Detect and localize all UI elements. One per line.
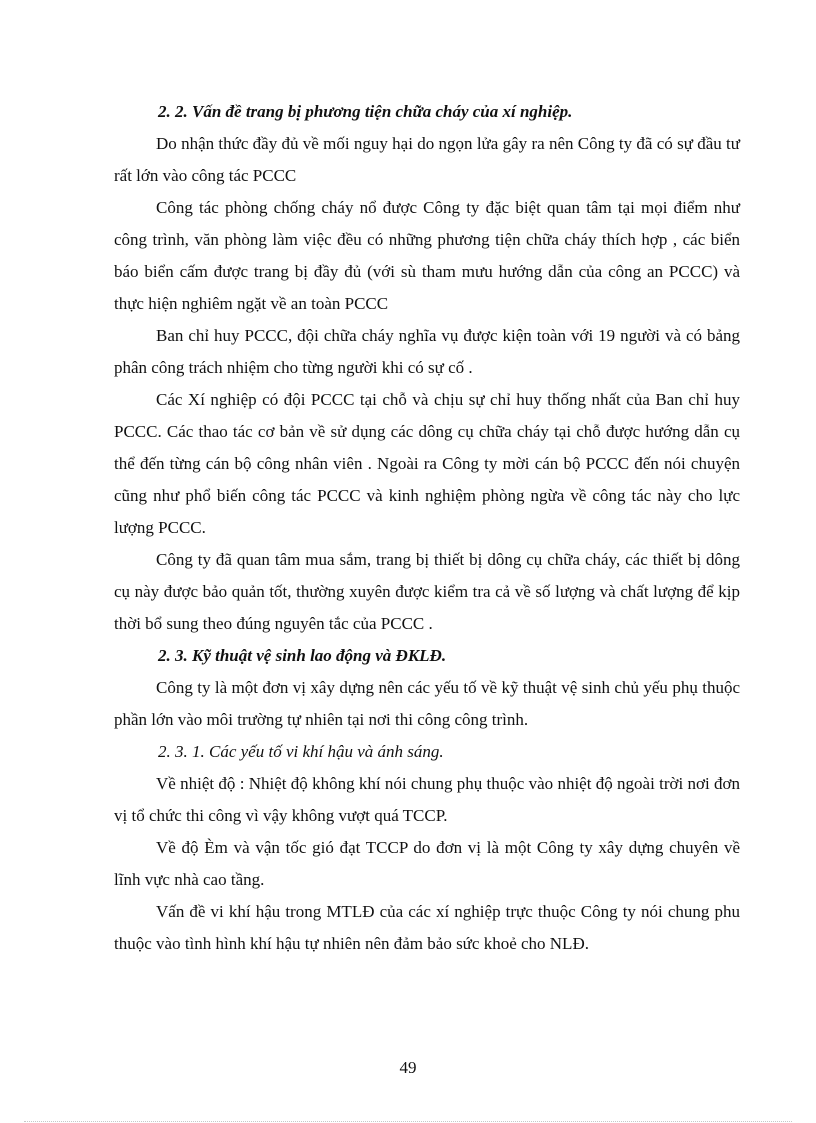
paragraph: Về nhiệt độ : Nhiệt độ không khí nói chung phụ thuộc vào nhiệt độ ngoài trời nơi đơn vị tổ chức thi công vì vậy không vượt quá TCCP. (114, 774, 740, 825)
section-heading-2-2: 2. 2. Vấn đề trang bị phương tiện chữa cháy của xí nghiệp. (158, 102, 573, 121)
paragraph: Do nhận thức đầy đủ về mối nguy hại do ngọn lửa gây ra nên Công ty đã có sự đầu tư rất lớn vào công tác PCCC (114, 134, 740, 185)
paragraph: Công ty đã quan tâm mua sắm, trang bị thiết bị dông cụ chữa cháy, các thiết bị dông cụ này được bảo quản tốt, thường xuyên được kiểm tra cả về số lượng và chất lượng để kịp thời bổ sung theo đúng nguyên tắc của PCCC . (114, 550, 740, 633)
paragraph: Công tác phòng chống cháy nổ được Công ty đặc biệt quan tâm tại mọi điểm như công trình, văn phòng làm việc đều có những phương tiện chữa cháy thích hợp , các biển báo biển cấm được trang bị đầy đủ (với sù tham mưu hướng dẫn của công an PCCC) và thực hiện nghiêm ngặt về an toàn PCCC (114, 198, 740, 313)
paragraph: Về độ Èm và vận tốc gió đạt TCCP do đơn vị là một Công ty xây dựng chuyên về lĩnh vực nhà cao tầng. (114, 838, 740, 889)
paragraph: Công ty là một đơn vị xây dựng nên các yếu tố về kỹ thuật vệ sinh chủ yếu phụ thuộc phần lớn vào môi trường tự nhiên tại nơi thi công công trình. (114, 678, 740, 729)
footer-divider (24, 1121, 792, 1122)
section-heading-2-3: 2. 3. Kỹ thuật vệ sinh lao động và ĐKLĐ. (158, 646, 447, 665)
page-number: 49 (399, 1058, 417, 1077)
paragraph: Vấn đề vi khí hậu trong MTLĐ của các xí nghiệp trực thuộc Công ty nói chung phu thuộc vào tình hình khí hậu tự nhiên nên đảm bảo sức khoẻ cho NLĐ. (114, 902, 740, 953)
paragraph: Các Xí nghiệp có đội PCCC tại chỗ và chịu sự chỉ huy thống nhất của Ban chỉ huy PCCC. Các thao tác cơ bản về sử dụng các dông cụ chữa cháy tại chỗ được hướng dẫn cụ thể đến từng cán bộ công nhân viên . Ngoài ra Công ty mời cán bộ PCCC đến nói chuyện cũng như phổ biến công tác PCCC và kinh nghiệm phòng ngừa về công tác này cho lực lượng PCCC. (114, 390, 740, 537)
subsection-heading-2-3-1: 2. 3. 1. Các yếu tố vi khí hậu và ánh sáng. (158, 742, 444, 761)
page-content (114, 96, 740, 960)
paragraph: Ban chỉ huy PCCC, đội chữa cháy nghĩa vụ được kiện toàn với 19 người và có bảng phân công trách nhiệm cho từng người khi có sự cố . (114, 326, 740, 377)
